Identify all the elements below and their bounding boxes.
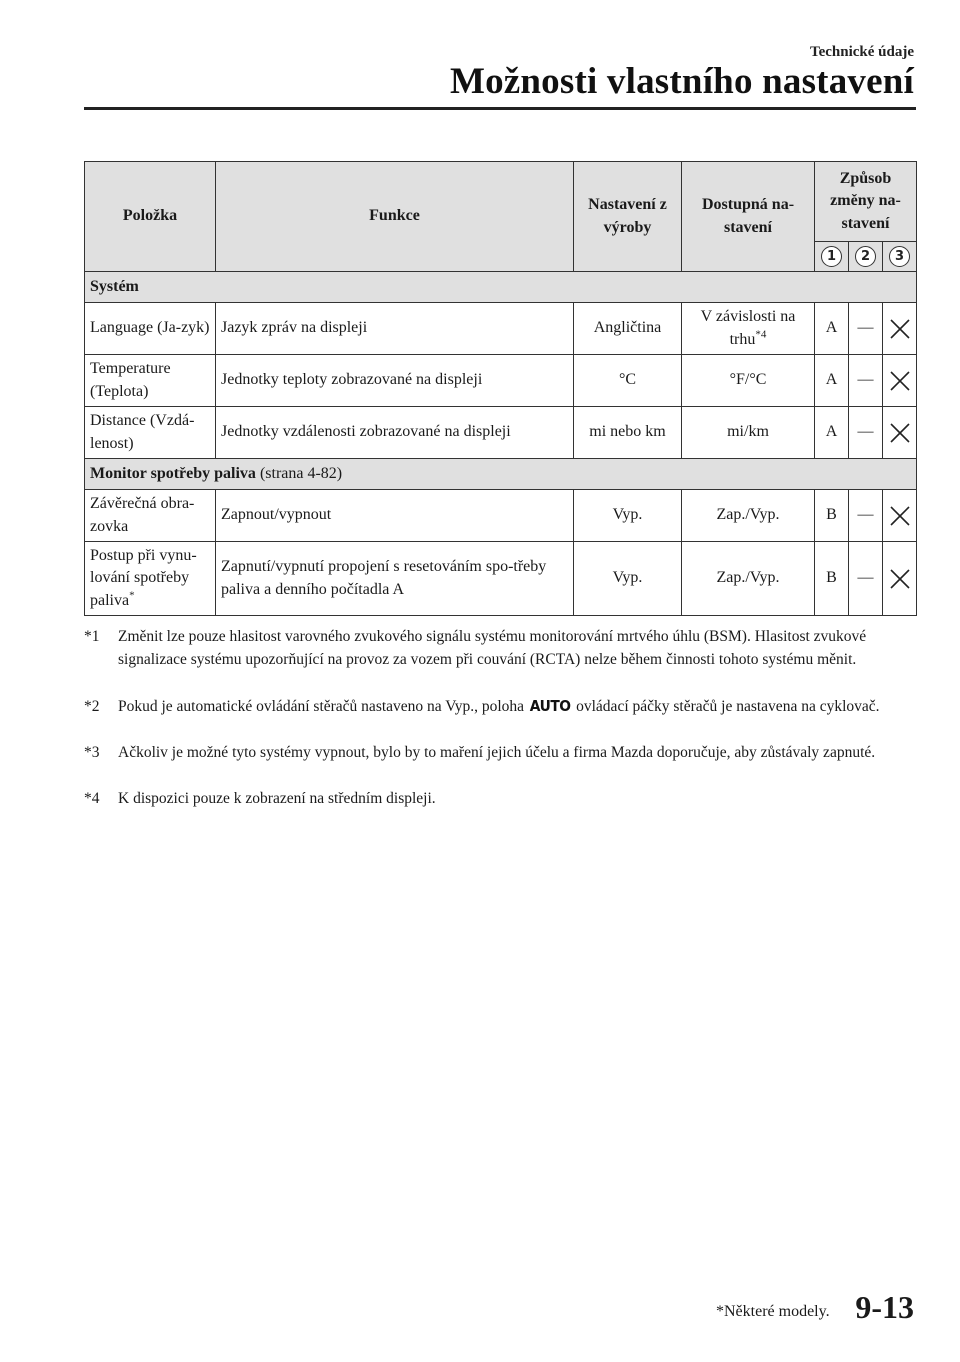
available-value: °F/°C — [729, 371, 767, 389]
available-value: Zap./Vyp. — [716, 569, 780, 587]
section-header — [85, 459, 917, 490]
item-name: Závěrečná obra-zovka — [90, 495, 195, 535]
method-2-cell: — — [849, 355, 883, 407]
table-row — [85, 303, 917, 355]
circled-2-icon: 2 — [855, 246, 876, 267]
page-number: 9-13 — [855, 1289, 914, 1325]
cross-icon — [889, 568, 911, 590]
page-title: Možnosti vlastního nastavení — [449, 61, 914, 102]
footnote-2-text-after: ovládací páčky stěračů je nastavena na cyklovač. — [572, 698, 880, 715]
item-name: Distance (Vzdá-lenost) — [90, 412, 195, 452]
header-rule — [84, 107, 916, 110]
footnote-4-mark: *4 — [84, 790, 100, 807]
table-row — [85, 407, 917, 459]
method-3-cell — [883, 407, 917, 459]
cross-icon — [889, 370, 911, 392]
section-note: (strana 4-82) — [255, 464, 343, 482]
footnote-1-text: Změnit lze pouze hlasitost varovného zvukového signálu systému monitorování mrtvého úhlu (BSM). Hlasitost zvukové signalizace systému upozorňující na provoz za vozem při couvání (RCTA) nelze během činnosti tohoto systému měnit. — [118, 628, 867, 668]
auto-icon: AUTO — [529, 697, 571, 715]
col-header-item: Položka — [85, 162, 216, 272]
footnote-2-mark: *2 — [84, 698, 100, 715]
footnote-2 — [84, 695, 916, 718]
factory-cell: Vyp. — [574, 542, 682, 616]
col-header-function: Funkce — [216, 162, 574, 272]
item-name: Postup při vynu-lování spotřeby paliva — [90, 547, 197, 609]
method-1-cell: A — [815, 355, 849, 407]
factory-cell: Angličtina — [574, 303, 682, 355]
method-2-cell: — — [849, 490, 883, 542]
footnote-4 — [84, 787, 916, 810]
table-row — [85, 355, 917, 407]
cross-icon — [889, 318, 911, 340]
method-3-header — [883, 242, 917, 272]
available-cell — [682, 542, 815, 616]
footnote-4-text: K dispozici pouze k zobrazení na středním displeji. — [118, 790, 436, 807]
available-cell — [682, 355, 815, 407]
method-3-cell — [883, 355, 917, 407]
footnote-2-text-before: Pokud je automatické ovládání stěračů nastaveno na Vyp., poloha — [118, 698, 528, 715]
cross-icon — [889, 422, 911, 444]
available-footnote-mark: *4 — [755, 328, 767, 341]
section-row — [85, 459, 917, 490]
function-cell: Zapnout/vypnout — [216, 490, 574, 542]
item-name: Language (Ja-zyk) — [90, 319, 210, 337]
item-cell — [85, 490, 216, 542]
section-row — [85, 272, 917, 303]
function-cell: Jednotky vzdálenosti zobrazované na displeji — [216, 407, 574, 459]
factory-cell: mi nebo km — [574, 407, 682, 459]
method-1-cell: A — [815, 303, 849, 355]
available-value: mi/km — [727, 423, 769, 441]
method-3-cell — [883, 490, 917, 542]
cross-icon — [889, 505, 911, 527]
method-2-header — [849, 242, 883, 272]
available-cell — [682, 407, 815, 459]
item-footnote-mark: * — [129, 589, 135, 602]
available-cell — [682, 303, 815, 355]
col-header-method: Způsob změny na-stavení — [815, 162, 917, 242]
item-cell — [85, 407, 216, 459]
footer-note: *Některé modely. — [716, 1303, 830, 1320]
available-value: Zap./Vyp. — [716, 506, 780, 524]
col-header-factory: Nastavení z výroby — [574, 162, 682, 272]
method-1-cell: A — [815, 407, 849, 459]
item-name: Temperature (Teplota) — [90, 360, 171, 400]
chapter-label: Technické údaje — [809, 44, 914, 60]
factory-cell: °C — [574, 355, 682, 407]
section-title: Monitor spotřeby paliva — [90, 464, 256, 482]
method-1-cell: B — [815, 490, 849, 542]
item-cell — [85, 542, 216, 616]
function-cell: Zapnutí/vypnutí propojení s resetováním spo-třeby paliva a denního počítadla A — [216, 542, 574, 616]
footnote-3 — [84, 741, 916, 764]
footnote-3-mark: *3 — [84, 744, 100, 761]
footnote-1 — [84, 625, 916, 671]
table-row — [85, 490, 917, 542]
table-row — [85, 542, 917, 616]
circled-3-icon: 3 — [889, 246, 910, 267]
section-header — [85, 272, 917, 303]
available-cell — [682, 490, 815, 542]
section-title: Systém — [90, 277, 139, 295]
method-2-cell: — — [849, 407, 883, 459]
available-value: V závislosti na trhu — [700, 308, 796, 348]
settings-table — [84, 161, 917, 616]
method-1-header — [815, 242, 849, 272]
method-3-cell — [883, 303, 917, 355]
footnote-3-text: Ačkoliv je možné tyto systémy vypnout, bylo by to maření jejich účelu a firma Mazda doporučuje, aby zůstávaly zapnuté. — [118, 744, 876, 761]
footnote-1-mark: *1 — [84, 628, 100, 645]
factory-cell: Vyp. — [574, 490, 682, 542]
method-2-cell: — — [849, 542, 883, 616]
function-cell: Jednotky teploty zobrazované na displeji — [216, 355, 574, 407]
method-1-cell: B — [815, 542, 849, 616]
item-cell — [85, 303, 216, 355]
method-2-cell: — — [849, 303, 883, 355]
method-3-cell — [883, 542, 917, 616]
col-header-available: Dostupná na-stavení — [682, 162, 815, 272]
circled-1-icon: 1 — [821, 246, 842, 267]
function-cell: Jazyk zpráv na displeji — [216, 303, 574, 355]
item-cell — [85, 355, 216, 407]
